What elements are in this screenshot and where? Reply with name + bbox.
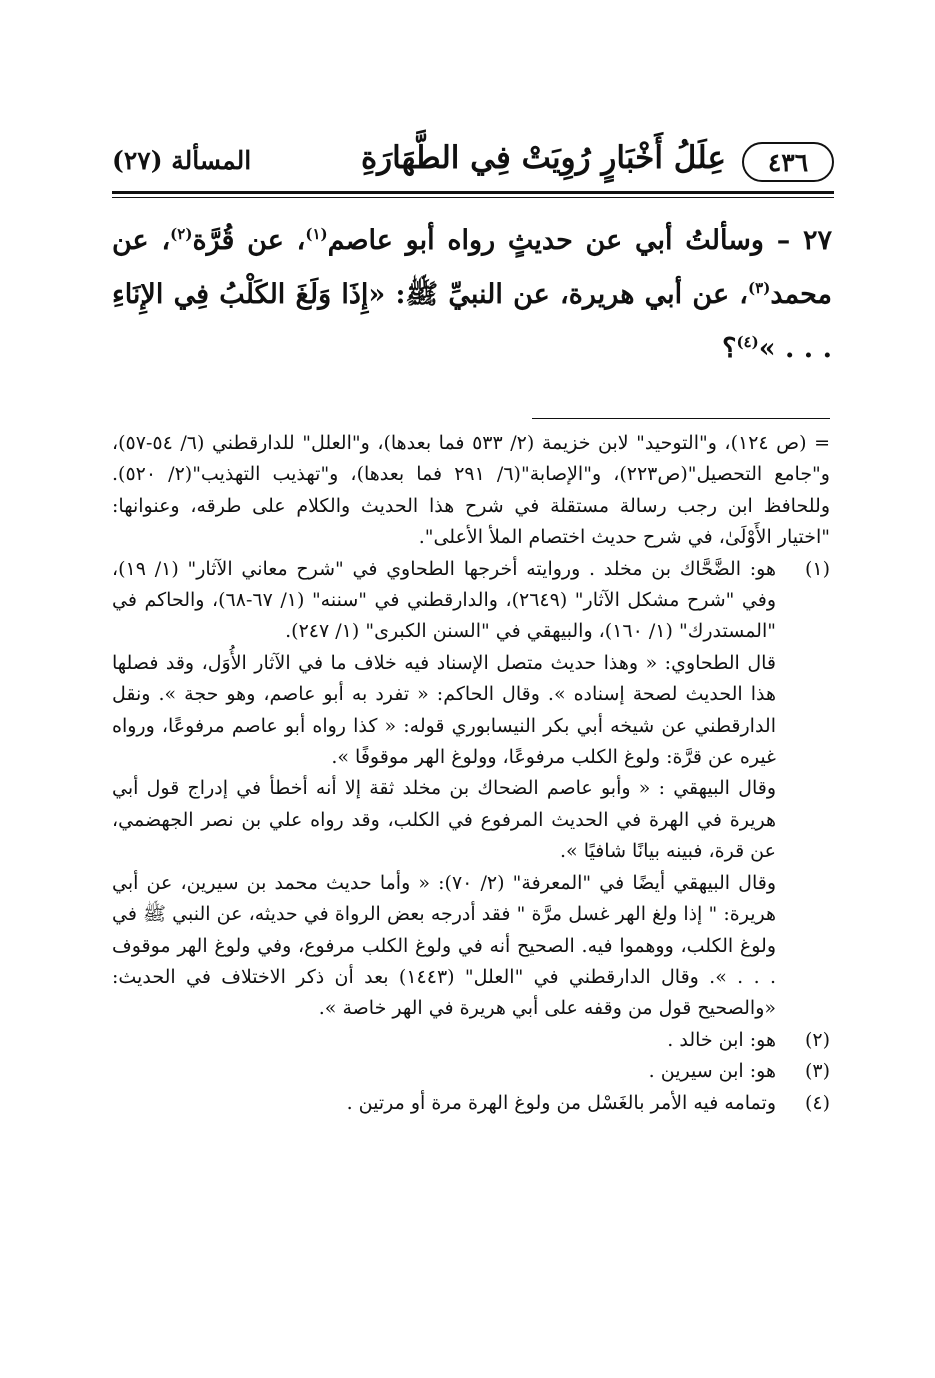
footnote-3 [112, 1056, 830, 1087]
page-number-badge [742, 142, 834, 182]
footnote-4 [112, 1088, 830, 1119]
footnotes [112, 428, 830, 1119]
question-number: ٢٧ [802, 225, 832, 256]
question-text [112, 214, 832, 376]
footnote-number: (٤) [804, 1091, 830, 1114]
footnote-number: (٣) [804, 1060, 830, 1083]
footnote-ref-2[interactable]: (٢) [170, 225, 193, 243]
footnote-ref-3[interactable]: (٣) [748, 279, 771, 297]
footnote-continuation [112, 428, 830, 554]
footnote-ref-1[interactable]: (١) [305, 225, 328, 243]
footnote-separator [532, 418, 830, 419]
footnote-paragraph: قال الطحاوي: « وهذا حديث متصل الإسناد فيه خلاف ما في الآثار الأُوَل، وقد فصلها هذا الحديث لصحة إسناده ». وقال الحاكم: « تفرد به أبو عاصم، وهو حجة ». ونقل الدارقطني عن شيخه أبي بكر النيسابوري قوله: « كذا رواه أبو عاصم مرفوعًا، ورواه غيره عن قرَّة: ولوغ الكلب مرفوعًا، وولوغ الهر موقوفًا ». [112, 651, 776, 769]
footnote-number: (١) [804, 557, 830, 580]
footnote-number: (٢) [804, 1028, 830, 1051]
footnote-paragraph: وقال البيهقي أيضًا في "المعرفة" (٢/ ٧٠): « وأما حديث محمد بن سيرين، عن أبي هريرة: " إذا ولغ الهر غسل مرَّة " فقد أدرجه بعض الرواة في حديثه، عن النبي ﷺ في ولوغ الكلب، ووهموا فيه. الصحيح أنه في ولوغ الكلب مرفوع، وفي ولوغ الهر موقوف . . . ». وقال الدارقطني في "العلل" (١٤٤٣) بعد أن ذكر الاختلاف في الحديث: «والصحيح قول من وقفه على أبي هريرة في الهر خاصة ». [112, 871, 777, 1020]
question-part-5: ؟ [722, 333, 737, 364]
header-rule-thin [112, 197, 834, 198]
footnote-2 [112, 1025, 830, 1056]
footnote-paragraph: وتمامه فيه الأمر بالغَسْل من ولوغ الهرة مرة أو مرتين . [346, 1091, 776, 1114]
footnote-paragraph: هو: الضَّحَّاك بن مخلد . وروايته أخرجها الطحاوي في "شرح معاني الآثار" (١/ ١٩)، وفي "شرح مشكل الآثار" (٢٦٤٩)، والدارقطني في "سننه" (١/ ٦٧-٦٨)، والحاكم في "المستدرك" (١/ ١٦٠)، والبيهقي في "السنن الكبرى" (١/ ٢٤٧). [112, 557, 777, 643]
question-part-4: ، عن أبي هريرة، عن النبيِّ ﷺ: «إِذَا وَلَغَ الكَلْبُ فِي الإِنَاءِ . . . » [112, 279, 832, 364]
running-header [112, 138, 834, 188]
issue-label: المسألة (٢٧) [112, 146, 252, 175]
footnote-paragraph: هو: ابن سيرين . [648, 1060, 776, 1083]
question-part-3: ، عن محمد [112, 225, 832, 310]
footnote-continuation-text: = (ص ١٢٤)، و"التوحيد" لابن خزيمة (٢/ ٥٣٣ فما بعدها)، و"العلل" للدارقطني (٦/ ٥٤-٥٧)، و"جامع التحصيل"(ص٢٢٣)، و"الإصابة"(٦/ ٢٩١ فما بعدها)، و"تهذيب التهذيب"(٢/ ٥٢٠). وللحافظ ابن رجب رسالة مستقلة في شرح هذا الحديث والكلام على طرقه، وعنوانها: "اختيار الأَوْلَىٰ، في شرح حديث اختصام الملأ الأعلى". [112, 432, 830, 549]
footnote-1 [112, 554, 830, 1025]
footnote-paragraph: وقال البيهقي : « وأبو عاصم الضحاك بن مخلد ثقة إلا أنه أخطأ في إدراج قول أبي هريرة في الهرة في الحديث المرفوع في الكلب، وقد رواه علي بن نصر الجهضمي، عن قرة، فبينه بيانًا شافيًا ». [112, 777, 776, 863]
book-title: عِلَلُ أَخْبَارٍ رُوِيَتْ فِي الطَّهَارَةِ [360, 140, 726, 176]
footnote-paragraph: هو: ابن خالد . [667, 1028, 776, 1051]
footnote-ref-4[interactable]: (٤) [736, 333, 759, 351]
question-part-2: ، عن قُرَّة [192, 225, 306, 256]
header-rule-thick [112, 191, 834, 194]
question-part-1: – وسألتُ أبي عن حديثٍ رواه أبو عاصم [327, 225, 803, 256]
page-number: ٤٣٦ [767, 147, 809, 177]
